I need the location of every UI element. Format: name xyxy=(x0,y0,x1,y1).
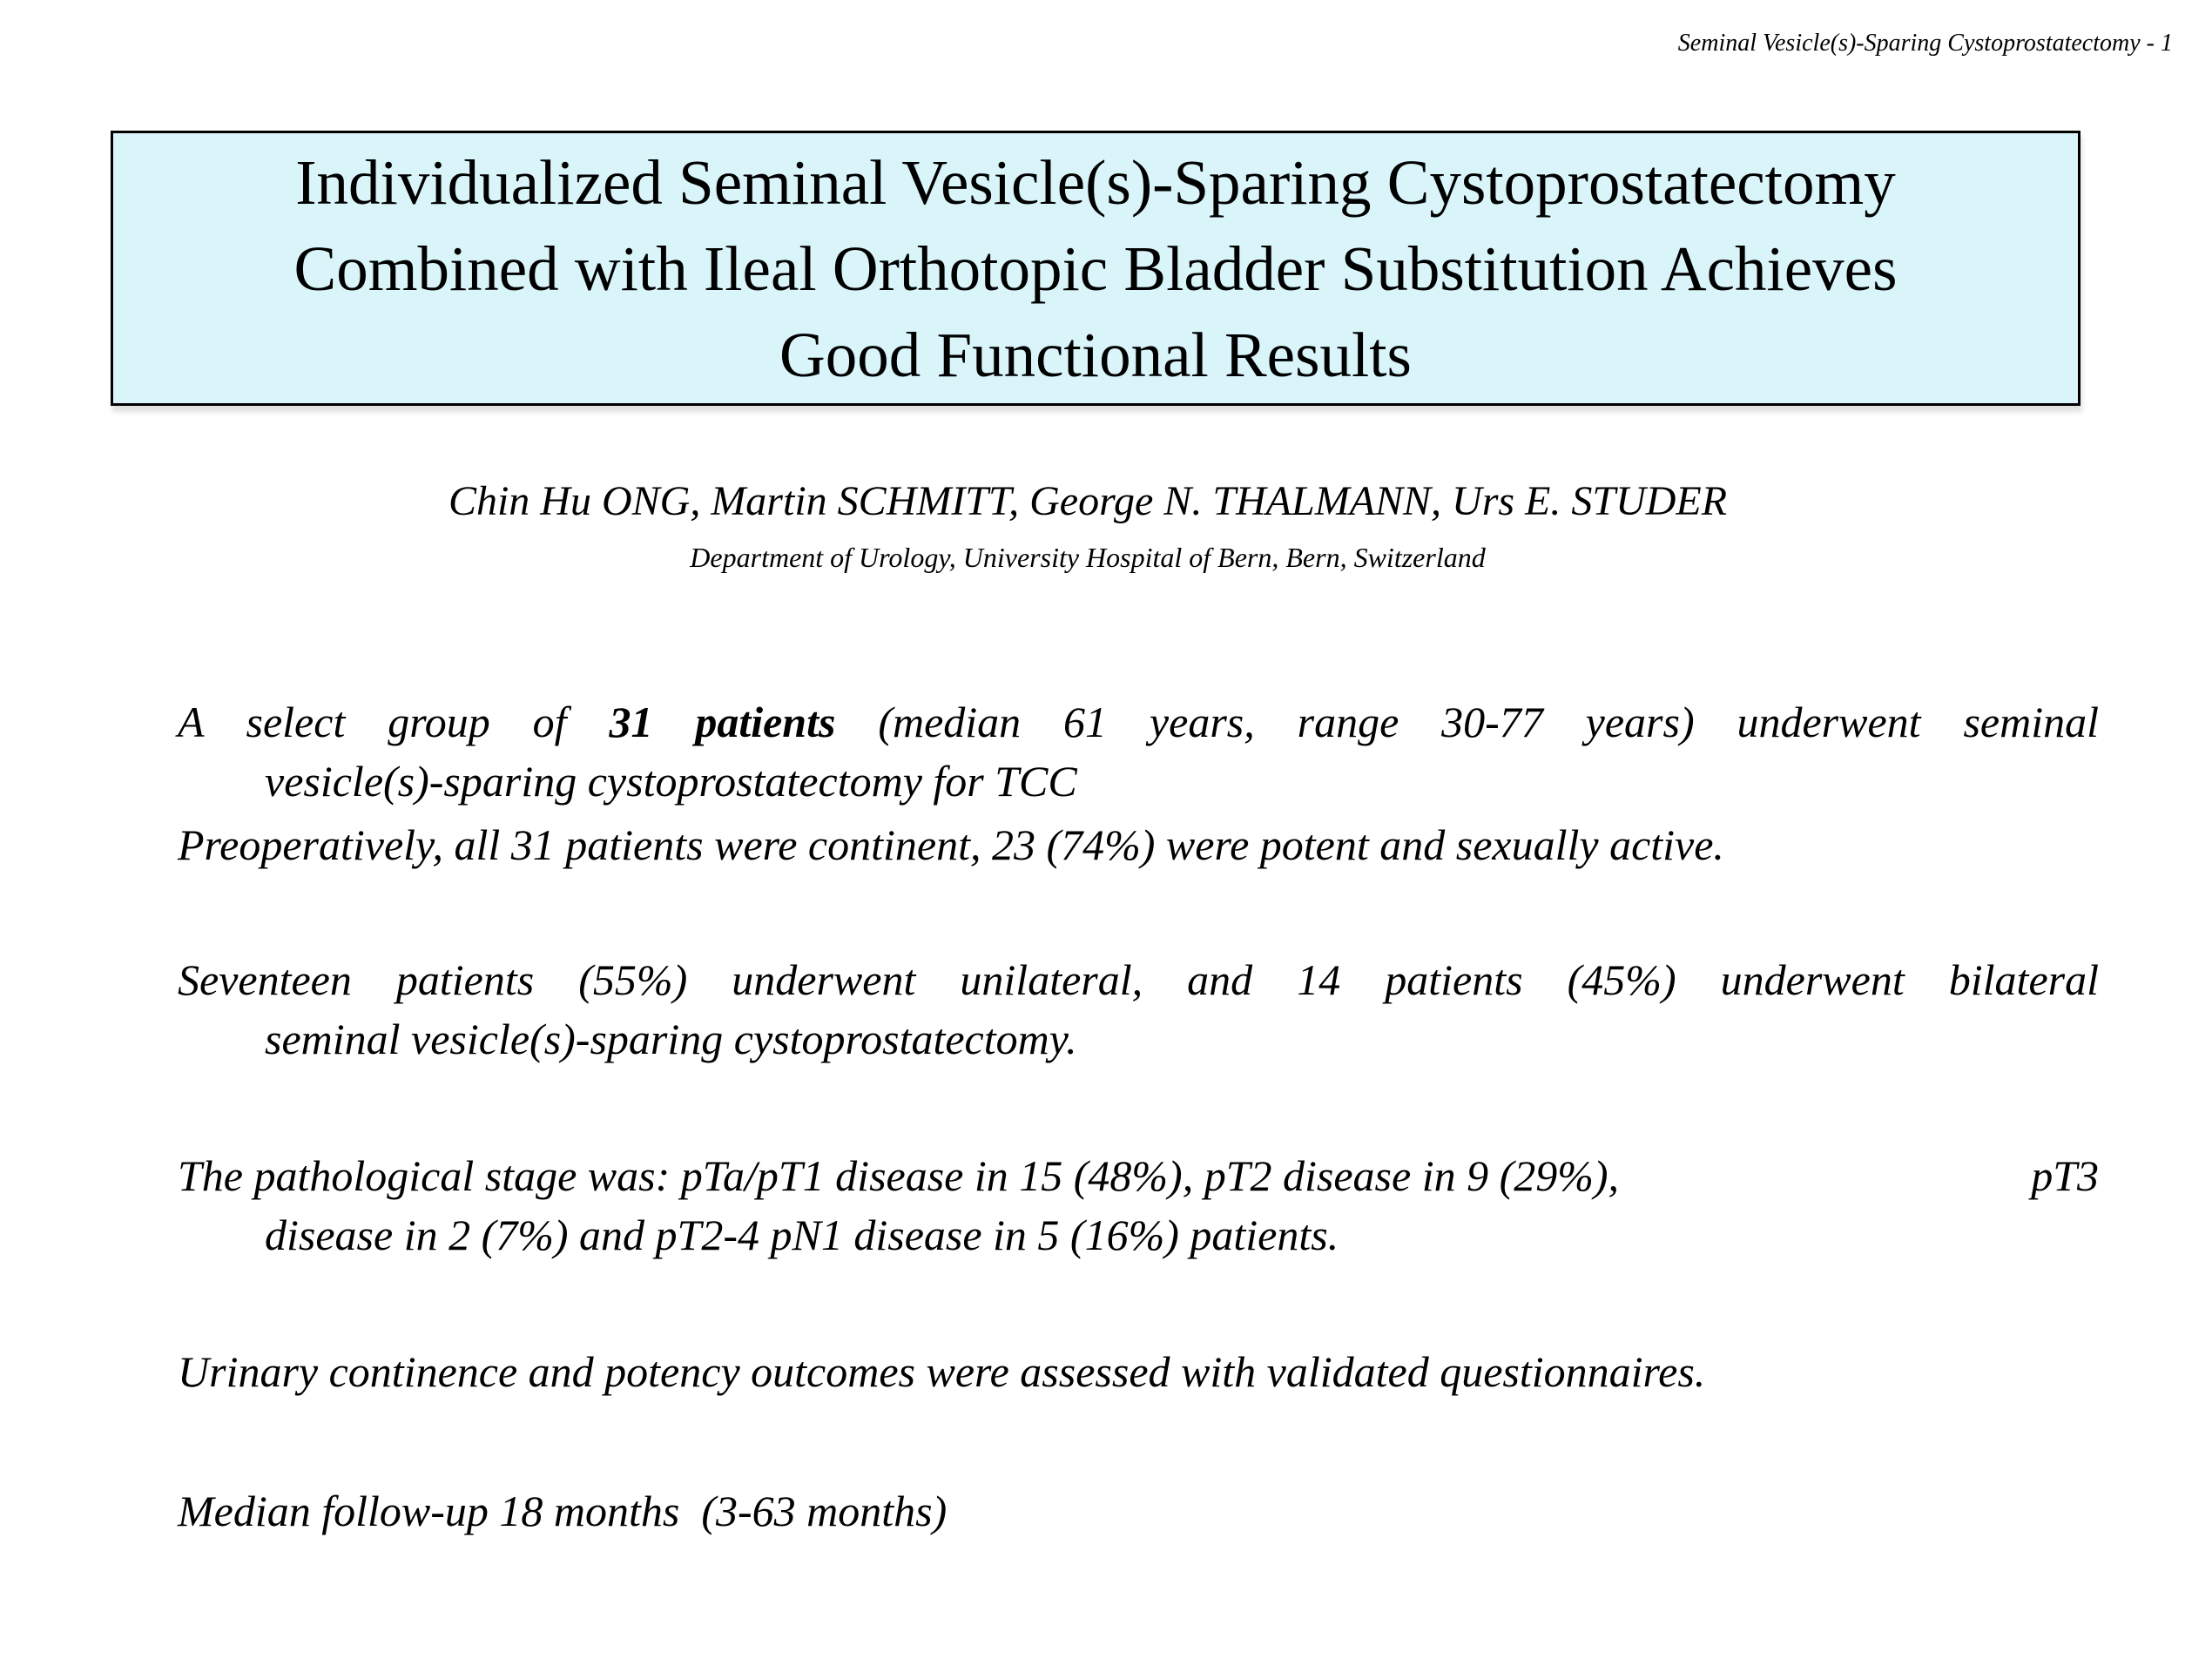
paragraph-pathological-stage-line-2: disease in 2 (7%) and pT2-4 pN1 disease in 5 (16%) patients. xyxy=(265,1211,1339,1259)
slide-body xyxy=(178,692,2099,1541)
paragraph-patients-group-line-1 xyxy=(178,692,2099,752)
text-run: A select group of xyxy=(178,698,610,746)
slide-title-line-2: Combined with Ileal Orthotopic Bladder Substitution Achieves xyxy=(293,233,1898,304)
paragraph-follow-up: Median follow-up 18 months (3-63 months) xyxy=(178,1487,948,1535)
text-run: pT3 xyxy=(2031,1151,2099,1200)
paragraph-questionnaires: Urinary continence and potency outcomes were assessed with validated questionnaires. xyxy=(178,1347,1706,1396)
paragraph-preoperative-status: Preoperatively, all 31 patients were continent, 23 (74%) were potent and sexually active. xyxy=(178,820,1724,869)
paragraph-pathological-stage-line-1 xyxy=(178,1146,2099,1205)
affiliation-line: Department of Urology, University Hospital of Bern, Bern, Switzerland xyxy=(690,542,1486,573)
authors-line: Chin Hu ONG, Martin SCHMITT, George N. THALMANN, Urs E. STUDER xyxy=(448,478,1728,524)
slide-title-line-3: Good Functional Results xyxy=(779,319,1412,390)
slide-title-box xyxy=(111,131,2080,406)
text-run: (median 61 years, range 30-77 years) underwent seminal xyxy=(835,698,2099,746)
paragraph-unilateral-bilateral xyxy=(178,950,2099,1069)
paragraph-unilateral-bilateral-line-1: Seventeen patients (55%) underwent unilateral, and 14 patients (45%) underwent bilateral xyxy=(178,955,2099,1004)
text-run-bold: 31 patients xyxy=(609,698,836,746)
page-header: Seminal Vesicle(s)-Sparing Cystoprostatectomy - 1 xyxy=(1677,30,2173,57)
paragraph-patients-group-line-2: vesicle(s)-sparing cystoprostatectomy for TCC xyxy=(265,757,1077,806)
text-run: The pathological stage was: pTa/pT1 disease in 15 (48%), pT2 disease in 9 (29%), xyxy=(178,1151,1620,1200)
paragraph-patients-group xyxy=(178,692,2099,811)
paragraph-unilateral-bilateral-line-2: seminal vesicle(s)-sparing cystoprostatectomy. xyxy=(265,1015,1077,1063)
paragraph-pathological-stage xyxy=(178,1146,2099,1264)
slide-title-line-1: Individualized Seminal Vesicle(s)-Sparing Cystoprostatectomy xyxy=(295,146,1896,218)
